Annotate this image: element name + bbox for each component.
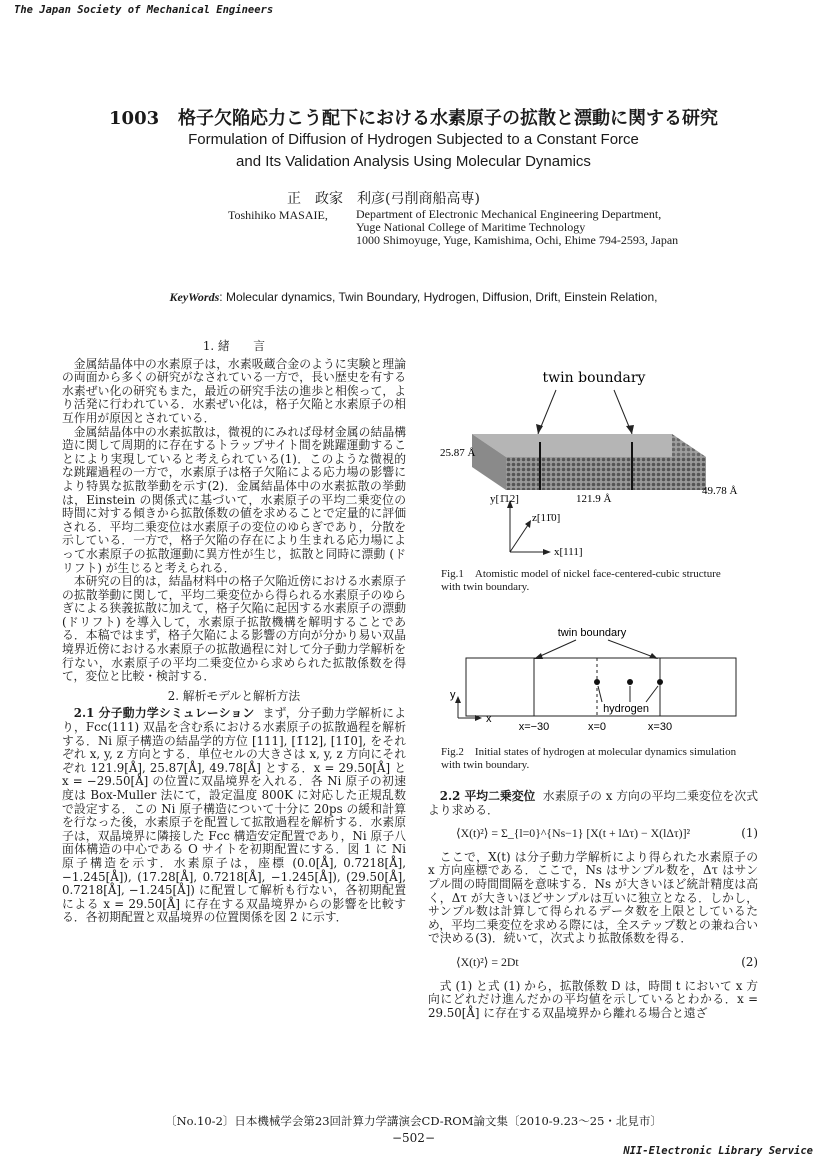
paragraph: 金属結晶体中の水素拡散は，微視的にみれば母材金属の結晶構造に関して周期的に存在するトラップサイト間を跳躍運動することにより実現していると考えられている(1)．このような微視的な跳躍過程の一方で，水素原子は格子欠陥による応力場の影響により特異な拡散挙動を示す(2)．金属結晶体中の水素拡散の挙動は，Einstein の関係式に基づいて，水素原子の平均二乗変位の時間に対する傾きから拡散係数の値を求めることで定量的に評価される．平均二乗変位は水素原子の変位のゆらぎであり，分散を示している．一方で，格子欠陥の存在により生まれる応力場によって水素原子の拡散運動に異方性が生じ，拡散と同時に漂動 (ドリフト) が生じると考えられる． bbox=[62, 424, 406, 575]
figure-1-caption: Fig.1 Atomistic model of nickel face-centered-cubic structure with twin boundary. bbox=[441, 568, 721, 593]
paragraph-text: まず，分子動力学解析により，Fcc(111) 双晶を含む系における水素原子の拡散過程を解析する．Ni 原子構造の結晶学的方位 [111], [1̄12], [11̄0], をそれぞれ x, y, z 方向とする．単位セルの大きさは x, y, z 方向にそれぞれ 121.9[Å], 25.87[Å], 49.78[Å] とする．x = 29.50[Å] と x = −29.50[Å] の位置に双晶境界を入れる．各 Ni 原子の初速度は Box-Muller 法にて，設定温度 800K に対応した正規乱数で設定する．この Ni 原子構造について十分に 20ps の緩和計算を行なった後，水素原子を配置して拡散過程を解析する．水素原子は，双晶境界に隣接した Fcc 構造安定配置であり，Ni 原子八面体構造の中心である O サイトを初期配置にする．図 1 に Ni 原子構造を示す．水素原子は，座標 (0.0[Å], 0.7218[Å], −1.245[Å]), (17.28[Å], 0.7218[Å], −1.245[Å]), (29.50[Å], 0.7218[Å], −1.245[Å]) に配置して解析も行ない，各初期配置による x = 29.50[Å] に存在する双晶境界からの影響を比較する．各初期配置と双晶境界の位置関係を図 2 に示す． bbox=[62, 706, 407, 925]
fig2-hydrogen-label: hydrogen bbox=[603, 703, 649, 715]
fig2-axis-x-label: x bbox=[486, 713, 492, 725]
fig2-x-mid: x=0 bbox=[587, 721, 607, 733]
fig1-dim-y: 25.87 Å bbox=[440, 447, 476, 459]
equation-2-number: (2) bbox=[741, 954, 758, 969]
paragraph bbox=[428, 790, 758, 817]
equation-2 bbox=[428, 956, 758, 970]
conference-footer: 〔No.10-2〕日本機械学会第23回計算力学講演会CD-ROM論文集〔2010-9.23〜25・北見市〕 bbox=[165, 1114, 662, 1128]
keywords bbox=[0, 290, 827, 305]
fig2-x-right: x=30 bbox=[647, 721, 673, 733]
fig1-block-top bbox=[472, 434, 706, 457]
fig2-axis-y-label: y bbox=[450, 689, 456, 701]
paper-title-ja bbox=[0, 104, 827, 130]
fig1-axis-z bbox=[510, 522, 530, 552]
paragraph-text: 水素原子の x 方向の平均二乗変位を次式より求める． bbox=[428, 789, 758, 817]
author-en: Toshihiko MASAIE, bbox=[228, 208, 328, 222]
paragraph: ここで，X(t) は分子動力学解析により得られた水素原子の x 方向座標である．ここで，Ns はサンプル数を，Δτ はサンプル間の時間間隔を意味する．Ns が大きいほど統計精度は高く，Δτ が大きいほどサンプルは互いに独立となる．しかし，サンプル数は計算して得られるデータ数を上限としているため，平均二乗変位を求める際には，全ステップ数との兼ね合いで決める(3)．続いて，次式より拡散係数を得る． bbox=[428, 849, 758, 946]
library-footer: NII-Electronic Library Service bbox=[623, 1145, 813, 1157]
paragraph: 式 (1) と式 (1) から，拡散係数 D は，時間 t において x 方向にどれだけ進んだかの平均値を示しているとわかる．x = 29.50[Å] に存在する双晶境界から離れる場合と遠ざ bbox=[428, 978, 758, 1020]
paper-title-en-line2: and Its Validation Analysis Using Molecular Dynamics bbox=[236, 153, 591, 170]
fig1-dim-z: 49.78 Å bbox=[702, 485, 738, 497]
fig1-twin-label: twin boundary bbox=[542, 370, 646, 386]
affiliation-line2: Yuge National College of Maritime Technology bbox=[356, 220, 586, 234]
paper-title-en-line1: Formulation of Diffusion of Hydrogen Subjected to a Constant Force bbox=[188, 131, 639, 148]
fig1-arrowhead-right bbox=[626, 425, 634, 434]
society-header: The Japan Society of Mechanical Engineers bbox=[14, 4, 274, 16]
fig1-axis-x-label: x[111] bbox=[554, 546, 583, 558]
subsection-2-1-heading: 2.1 分子動力学シミュレーション bbox=[73, 706, 255, 721]
paper-number: 1003 bbox=[109, 108, 160, 129]
equation-1 bbox=[428, 827, 758, 841]
equation-1-number: (1) bbox=[741, 826, 758, 841]
fig2-cell-box bbox=[466, 658, 736, 716]
section-1-heading: 1. 緒 言 bbox=[202, 339, 266, 353]
page-number: −502− bbox=[391, 1131, 435, 1145]
fig1-axis-y-label: y[1̄12] bbox=[490, 493, 519, 505]
affiliation-line1: Department of Electronic Mechanical Engineering Department, bbox=[356, 207, 662, 221]
fig2-hydrogen-2 bbox=[627, 679, 633, 685]
fig1-dim-x: 121.9 Å bbox=[576, 493, 612, 505]
figure-2 bbox=[446, 622, 746, 740]
author-ja: 正 政家 利彦(弓削商船高専) bbox=[287, 191, 480, 207]
paper-title-ja-text: 格子欠陥応力こう配下における水素原子の拡散と漂動に関する研究 bbox=[177, 108, 718, 129]
fig2-x-left: x=−30 bbox=[518, 721, 550, 733]
paragraph bbox=[62, 707, 406, 925]
equation-2-body: ⟨X(t)²⟩ = 2Dt bbox=[456, 954, 519, 969]
paragraph: 金属結晶体中の水素原子は，水素吸蔵合金のように実験と理論の両面から多くの研究がなされている一方で，長い歴史を有する水素ぜい化の研究もまた，最近の研究手法の進歩と相俟って，より活発に行われている．水素ぜい化は，格子欠陥と水素原子の相互作用が原因とされている． bbox=[62, 356, 406, 425]
fig2-hydrogen-3 bbox=[657, 679, 663, 685]
paragraph: 本研究の目的は，結晶材料中の格子欠陥近傍における水素原子の拡散挙動に関して，平均二乗変位から得られる水素原子のゆらぎによる狭義拡散に加えて，格子欠陥に起因する水素原子の漂動 (ドリフト) を導入して，水素原子拡散機構を解明することである．本稿ではまず，格子欠陥による影響の方向が分かり易い双晶境界近傍における水素原子の拡散過程に対して分子動力学解析を行ない，水素原子の平均二乗変位から求められた拡散係数を得て，変位と比較・検討する． bbox=[62, 574, 406, 684]
keywords-label: KeyWords bbox=[169, 290, 220, 304]
affiliation bbox=[356, 208, 678, 247]
equation-1-body: ⟨X(t)²⟩ = Σ_{l=0}^{Ns−1} [X(t + lΔτ) − X(lΔτ)]² bbox=[456, 826, 691, 841]
right-column bbox=[428, 790, 758, 1020]
figure-2-caption: Fig.2 Initial states of hydrogen at molecular dynamics simulation with twin boundary. bbox=[441, 746, 737, 771]
subsection-2-2-heading: 2.2 平均二乗変位 bbox=[439, 789, 536, 803]
figure-1 bbox=[436, 362, 766, 562]
keywords-text: : Molecular dynamics, Twin Boundary, Hydrogen, Diffusion, Drift, Einstein Relation, bbox=[219, 290, 658, 304]
fig2-twin-label: twin boundary bbox=[557, 627, 627, 639]
fig1-axis-z-label: z[11̄0] bbox=[532, 512, 561, 524]
left-column bbox=[62, 338, 406, 925]
section-2-heading: 2. 解析モデルと解析方法 bbox=[167, 688, 301, 703]
fig2-hydrogen-1 bbox=[594, 679, 600, 685]
affiliation-line3: 1000 Shimoyuge, Yuge, Kamishima, Ochi, Ehime 794-2593, Japan bbox=[356, 233, 679, 247]
